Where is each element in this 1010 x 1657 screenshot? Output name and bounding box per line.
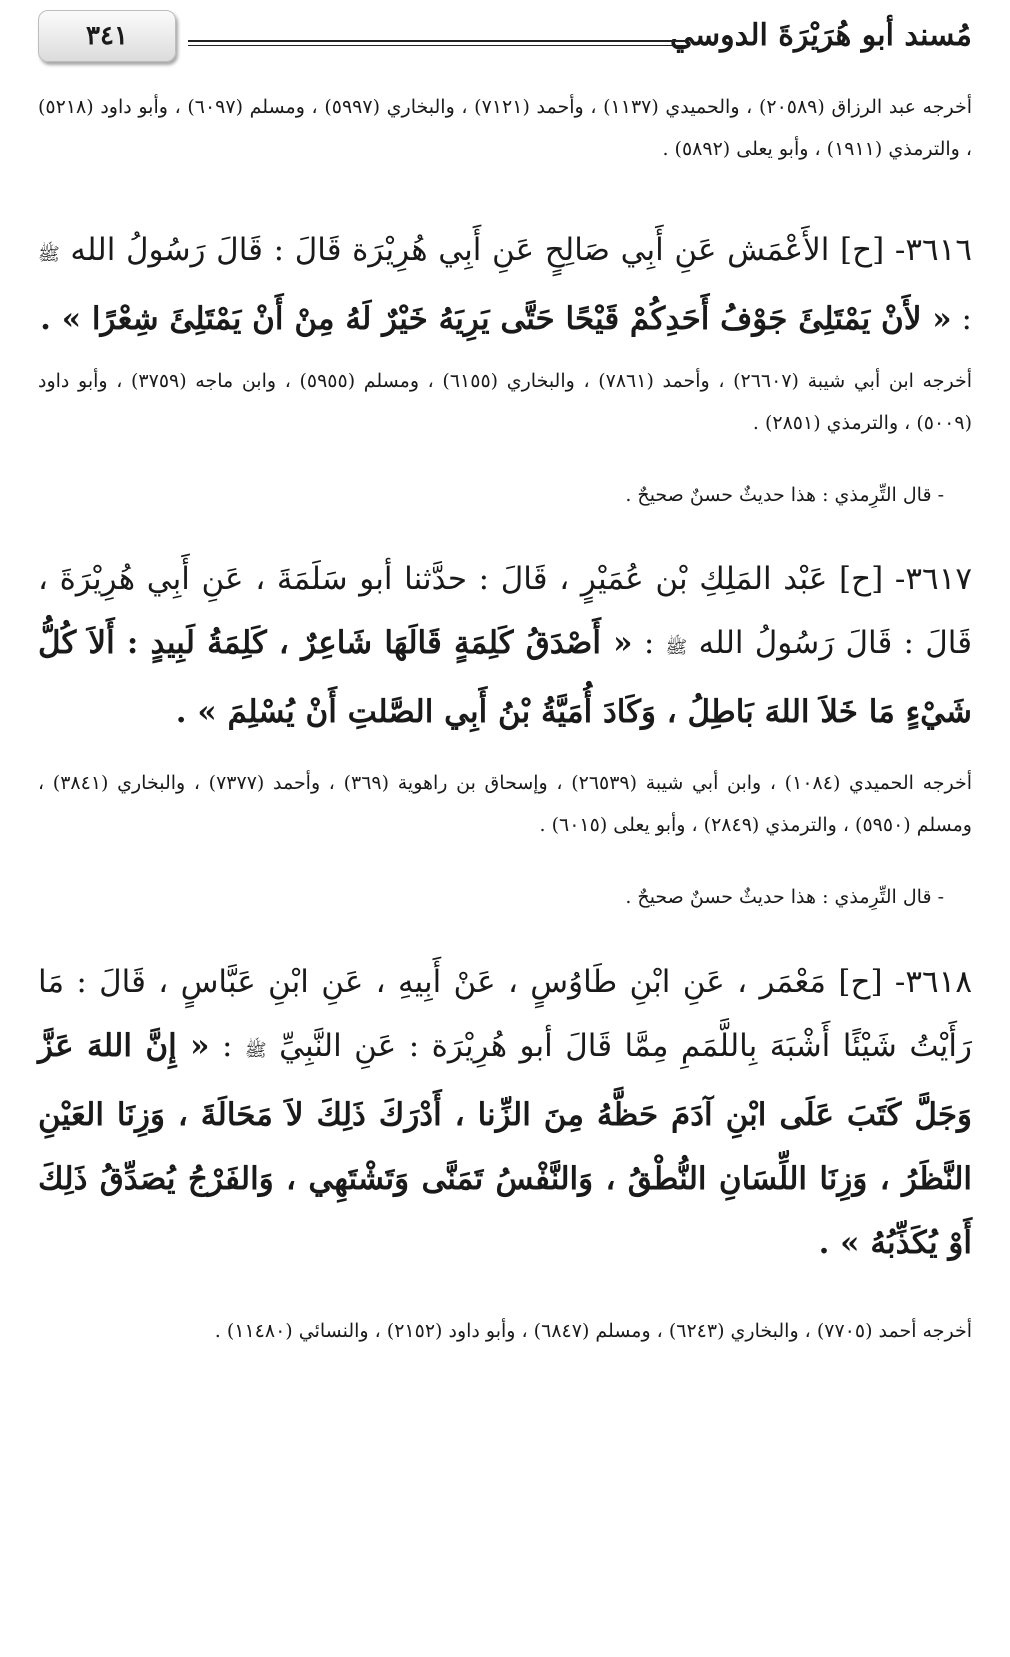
hadith-number: ٣٦١٦-: [894, 232, 973, 268]
hadith-3618: [38, 950, 972, 1275]
hadith-3617: [38, 547, 972, 744]
hadith-matn: « أَصْدَقُ كَلِمَةٍ قَالَهَا شَاعِرٌ ، كَلِمَةُ لَبِيدٍ : أَلاَ كُلُّ شَيْءٍ مَا خَلاَ اللهَ بَاطِلُ ، وَكَادَ أُمَيَّةُ بْنُ أَبِي الصَّلتِ أَنْ يُسْلِمَ » .: [38, 625, 972, 730]
salutation-glyph: ﷺ: [665, 637, 688, 658]
hadith-isnad: [ح] مَعْمَر ، عَنِ ابْنِ طَاوُسٍ ، عَنْ أَبِيهِ ، عَنِ ابْنِ عَبَّاسٍ ، قَالَ : مَا رَأَيْتُ شَيْئًا أَشْبَهَ بِاللَّمَمِ مِمَّا قَالَ أبو هُرِيْرَة : عَنِ النَّبِيِّ: [38, 964, 972, 1064]
hadith-isnad: [ح] عَبْد المَلِكِ بْن عُمَيْرٍ ، قَالَ : حدَّثنا أبو سَلَمَةَ ، عَنِ أَبِي هُرِيْرَةَ ، قَالَ : قَالَ رَسُولُ الله: [38, 561, 973, 661]
header-rule: [188, 40, 687, 46]
hadith-number: ٣٦١٨-: [894, 964, 972, 1000]
isnad-tail: :: [961, 301, 972, 337]
page-number: ٣٤١: [38, 10, 176, 62]
takhrij-paragraph: أخرجه الحميدي (١٠٨٤) ، وابن أبي شيبة (٢٦٥٣٩) ، وإسحاق بن راهوية (٣٦٩) ، وأحمد (٧٣٧٧) ، والبخاري (٣٨٤١) ، ومسلم (٥٩٥٠) ، والترمذي (٢٨٤٩) ، وأبو يعلى (٦٠١٥) .: [38, 772, 973, 836]
salutation-glyph: ﷺ: [244, 1040, 267, 1061]
running-title: مُسند أبو هُرَيْرَةَ الدوسي: [670, 18, 972, 53]
takhrij-paragraph: أخرجه عبد الرزاق (٢٠٥٨٩) ، والحميدي (١١٣٧) ، وأحمد (٧١٢١) ، والبخاري (٥٩٩٧) ، ومسلم (٦٠٩٧) ، وأبو داود (٥٢١٨) ، والترمذي (١٩١١) ، وأبو يعلى (٥٨٩٢) .: [38, 96, 972, 160]
grading-note: - قال التِّرِمذي : هذا حديثٌ حسنٌ صحيحٌ .: [625, 484, 944, 506]
hadith-matn: « لأَنْ يَمْتَلِئَ جَوْفُ أَحَدِكُمْ قَيْحًا حَتَّى يَرِيَهُ خَيْرٌ لَهُ مِنْ أَنْ يَمْتَلِئَ شِعْرًا » .: [40, 301, 952, 337]
isnad-tail: :: [643, 625, 655, 661]
salutation-glyph: ﷺ: [38, 244, 60, 265]
takhrij-paragraph: أخرجه ابن أبي شيبة (٢٦٦٠٧) ، وأحمد (٧٨٦١) ، والبخاري (٦١٥٥) ، ومسلم (٥٩٥٥) ، وابن ماجه (٣٧٥٩) ، وأبو داود (٥٠٠٩) ، والترمذي (٢٨٥١) .: [38, 370, 972, 434]
hadith-3616: [38, 218, 972, 351]
isnad-tail: :: [221, 1028, 233, 1064]
hadith-isnad: [ح] الأَعْمَش عَنِ أَبِي صَالِحٍ عَنِ أَبِي هُرِيْرَة قَالَ : قَالَ رَسُولُ الله: [70, 232, 885, 268]
hadith-number: ٣٦١٧-: [894, 561, 972, 597]
grading-note: - قال التِّرِمذي : هذا حديثٌ حسنٌ صحيحٌ .: [625, 886, 944, 908]
hadith-matn: « إِنَّ اللهَ عَزَّ وَجَلَّ كَتَبَ عَلَى ابْنِ آدَمَ حَظَّهُ مِنَ الزِّنا ، أَدْرَكَ ذَلِكَ لاَ مَحَالَةَ ، وَزِنَا العَيْنِ النَّظَرُ ، وَزِنَا اللِّسَانِ النُّطْقُ ، وَالنَّفْسُ تَمَنَّى وَتَشْتَهِي ، وَالفَرْجُ يُصَدِّقُ ذَلِكَ أَوْ يُكَذِّبُهُ » .: [38, 1028, 972, 1261]
page-header: [38, 10, 972, 70]
takhrij-paragraph: أخرجه أحمد (٧٧٠٥) ، والبخاري (٦٢٤٣) ، ومسلم (٦٨٤٧) ، وأبو داود (٢١٥٢) ، والنسائي (١١٤٨٠) .: [214, 1320, 972, 1342]
